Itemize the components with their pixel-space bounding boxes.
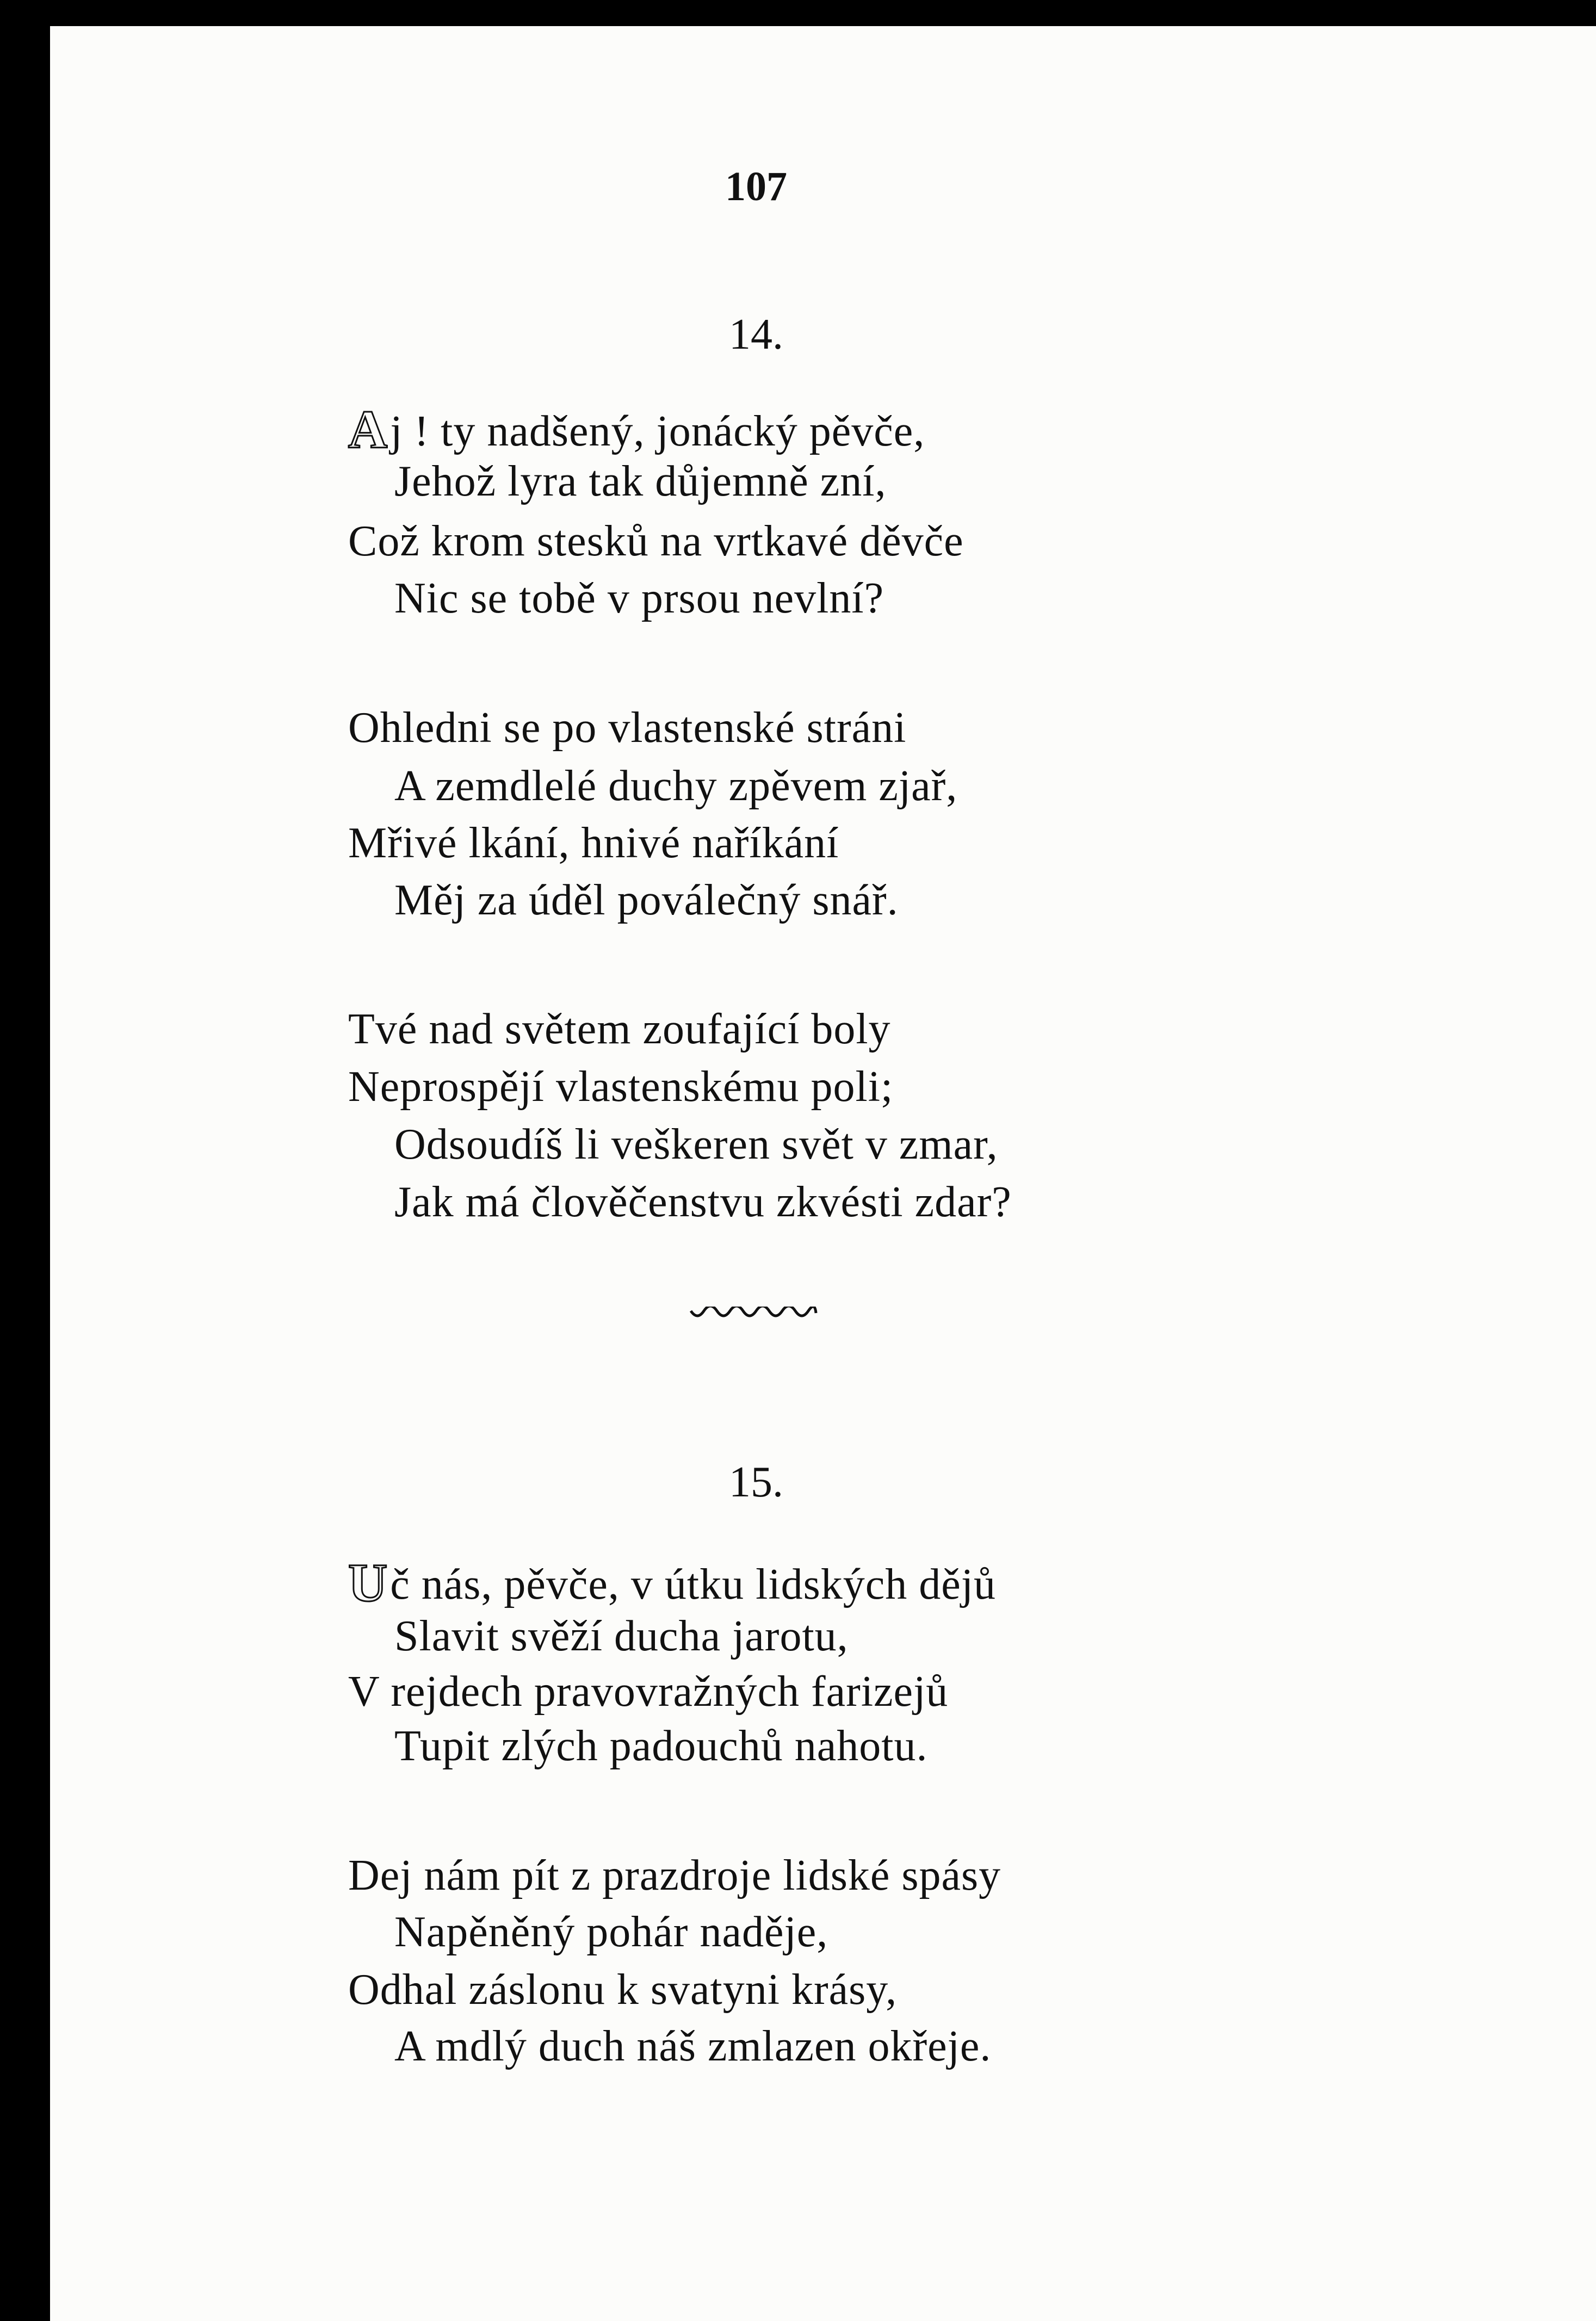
poem-line: Odhal záslonu k svatyni krásy, <box>348 1966 898 2014</box>
decorative-initial: A <box>348 399 388 460</box>
poem-line: Dej nám pít z prazdroje lidské spásy <box>348 1852 1001 1899</box>
poem-line-text: j ! ty nadšený, jonácký pěvče, <box>390 407 925 455</box>
poem-line: Tupit zlých padouchů nahotu. <box>394 1722 928 1770</box>
poem-line: Ohledni se po vlastenské stráni <box>348 704 907 752</box>
poem-line: A mdlý duch náš zmlazen okřeje. <box>394 2022 992 2070</box>
poem-line: Což krom stesků na vrtkavé děvče <box>348 517 964 565</box>
poem-line: Mřivé lkání, hnivé naříkání <box>348 819 839 867</box>
poem-line: Tvé nad světem zoufající boly <box>348 1005 891 1053</box>
poem-number: 14. <box>729 311 783 358</box>
wavy-divider-ornament <box>688 1307 819 1323</box>
poem-line <box>348 399 925 460</box>
poem-line: Jehož lyra tak důjemně zní, <box>394 457 887 505</box>
page-number: 107 <box>725 164 787 209</box>
poem-line: Napěněný pohár naděje, <box>394 1908 828 1956</box>
poem-line-text: č nás, pěvče, v útku lidských dějů <box>390 1561 996 1608</box>
poem-line: Jak má člověčenstvu zkvésti zdar? <box>394 1178 1012 1226</box>
poem-line <box>348 1552 996 1613</box>
poem-line: V rejdech pravovražných farizejů <box>348 1668 949 1716</box>
poem-line: Nic se tobě v prsou nevlní? <box>394 574 884 622</box>
poem-line: Odsoudíš li veškeren svět v zmar, <box>394 1121 998 1168</box>
poem-line: A zemdlelé duchy zpěvem zjař, <box>394 762 958 810</box>
poem-number: 15. <box>729 1458 783 1506</box>
poem-line: Měj za úděl poválečný snář. <box>394 876 899 924</box>
decorative-initial: U <box>348 1552 388 1613</box>
poem-line: Slavit svěží ducha jarotu, <box>394 1612 849 1660</box>
poem-line: Neprospějí vlastenskému poli; <box>348 1063 894 1111</box>
